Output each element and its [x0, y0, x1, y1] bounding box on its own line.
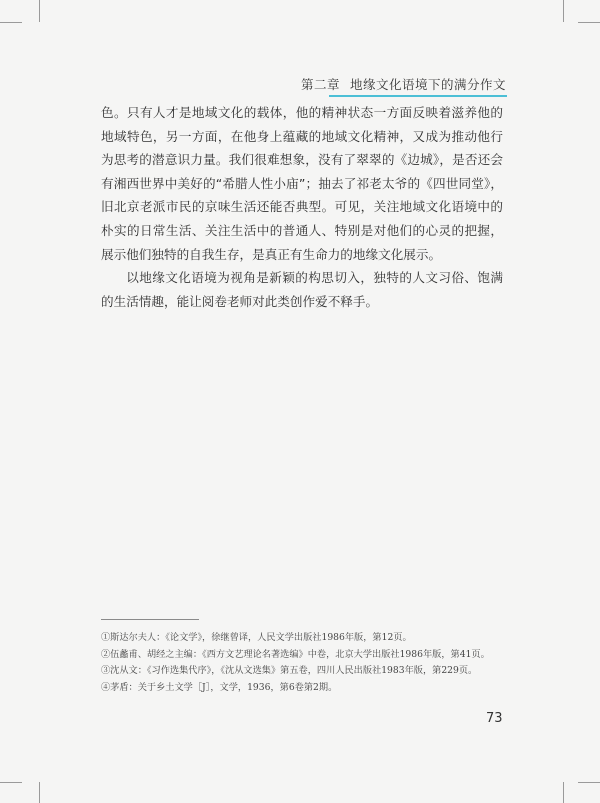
chapter-title: 地缘文化语境下的满分作文 — [349, 77, 506, 92]
footnote-3: ③沈从文：《习作选集代序》，《沈从文选集》第五卷，四川人民出版社1983年版，第229页。 — [101, 665, 478, 677]
crop-mark-bottom-right — [563, 782, 564, 803]
crop-mark-bottom-right-h — [578, 782, 600, 783]
footnote-2: ②伍蠡甫、胡经之主编：《西方文艺理论名著选编》中卷，北京大学出版社1986年版，第41页。 — [101, 648, 490, 660]
crop-mark-top-left — [39, 0, 40, 22]
footnotes — [101, 630, 503, 696]
crop-mark-top-right-h — [578, 22, 600, 23]
body-text — [101, 101, 503, 313]
paragraph: 以地缘文化语境为视角是新颖的构思切入，独特的人文习俗、饱满的生活情趣，能让阅卷老师对此类创作爱不释手。 — [101, 270, 503, 309]
running-header — [301, 75, 506, 93]
footnote-4: ④茅盾：关于乡土文学［J］，文学，1936，第6卷第2期。 — [101, 681, 338, 693]
crop-mark-bottom-left — [39, 782, 40, 803]
crop-mark-top-left-h — [0, 22, 22, 23]
footnote-separator — [101, 619, 199, 620]
chapter-label: 第二章 — [300, 77, 340, 92]
footnote-1: ①斯达尔夫人：《论文学》，徐继曾译，人民文学出版社1986年版，第12页。 — [101, 632, 412, 643]
paragraph-continuation: 色。只有人才是地域文化的载体，他的精神状态一方面反映着滋养他的地域特色，另一方面，在他身上蕴藏的地域文化精神，又成为推动他行为思考的潜意识力量。我们很难想象，没有了翠翠的《边城》，是否还会有湘西世界中美好的“希腊人性小庙”；抽去了祁老太爷的《四世同堂》，旧北京老派市民的京味生活还能否典型。可见，关注地域文化语境中的朴实的日常生活、关注生活中的普通人、特别是对他们的心灵的把握，展示他们独特的自我生存，是真正有生命力的地缘文化展示。 — [101, 105, 503, 262]
crop-mark-top-right — [563, 0, 564, 22]
header-accent-rule — [329, 95, 507, 97]
page-number: 73 — [486, 711, 503, 726]
crop-mark-bottom-left-h — [0, 782, 22, 783]
